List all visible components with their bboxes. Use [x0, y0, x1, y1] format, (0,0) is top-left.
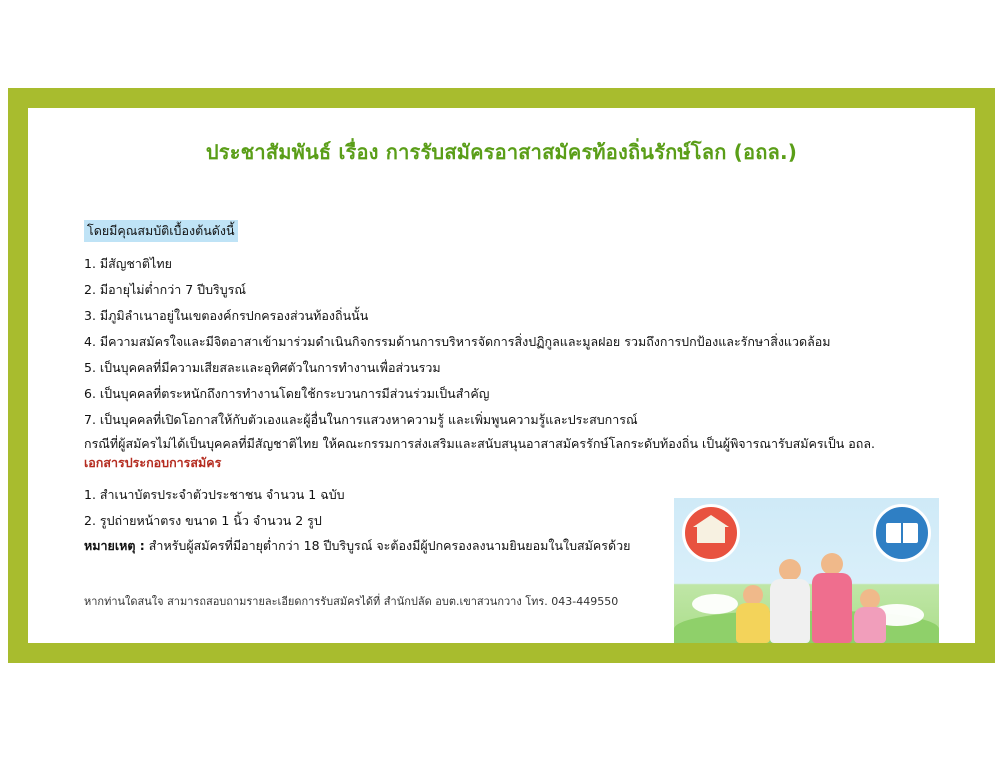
list-item: 2. มีอายุไม่ต่ำกว่า 7 ปีบริบูรณ์ — [84, 282, 246, 297]
book-icon — [873, 504, 931, 562]
list-item: 2. รูปถ่ายหน้าตรง ขนาด 1 นิ้ว จำนวน 2 รูป — [84, 513, 322, 528]
list-item: 6. เป็นบุคคลที่ตระหนักถึงการทำงานโดยใช้กระบวนการมีส่วนร่วมเป็นสำคัญ — [84, 386, 490, 401]
house-recycle-icon — [682, 504, 740, 562]
house-shape — [697, 525, 725, 543]
documents-heading: เอกสารประกอบการสมัคร — [84, 455, 222, 470]
poster-frame — [8, 88, 995, 663]
list-item: 1. สำเนาบัตรประจำตัวประชาชน จำนวน 1 ฉบับ — [84, 487, 345, 502]
poster-content — [28, 108, 975, 643]
contact-line: หากท่านใดสนใจ สามารถสอบถามรายละเอียดการรับสมัครได้ที่ สำนักปลัด อบต.เขาสวนกวาง โทร. 043-449550 — [84, 595, 619, 608]
person-boy — [736, 585, 770, 643]
remark-text: สำหรับผู้สมัครที่มีอายุต่ำกว่า 18 ปีบริบูรณ์ จะต้องมีผู้ปกครองลงนามยินยอมในใบสมัครด้วย — [148, 538, 631, 553]
list-item: 3. มีภูมิลำเนาอยู่ในเขตองค์กรปกครองส่วนท้องถิ่นนั้น — [84, 308, 369, 323]
cloud-shape — [692, 594, 738, 614]
person-father — [770, 559, 810, 643]
list-item: 7. เป็นบุคคลที่เปิดโอกาสให้กับตัวเองและผู้อื่นในการแสวงหาความรู้ และเพิ่มพูนความรู้และประสบการณ์ — [84, 412, 638, 427]
list-item: 5. เป็นบุคคลที่มีความเสียสละและอุทิศตัวในการทำงานเพื่อส่วนรวม — [84, 360, 441, 375]
qualification-note: กรณีที่ผู้สมัครไม่ได้เป็นบุคคลที่มีสัญชาติไทย ให้คณะกรรมการส่งเสริมและสนับสนุนอาสาสมัครรักษ์โลกระดับท้องถิ่น เป็นผู้พิจารณารับสมัครเป็น อถล. — [84, 436, 876, 451]
list-item: 1. มีสัญชาติไทย — [84, 256, 172, 271]
remark-line — [84, 536, 630, 556]
person-mother — [812, 553, 852, 643]
qualifications-heading: โดยมีคุณสมบัติเบื้องต้นดังนี้ — [84, 220, 238, 242]
family-illustration — [674, 498, 939, 643]
list-item: 4. มีความสมัครใจและมีจิตอาสาเข้ามาร่วมดำเนินกิจกรรมด้านการบริหารจัดการสิ่งปฏิกูลและมูลฝอย รวมถึงการปกป้องและรักษาสิ่งแวดล้อม — [84, 334, 831, 349]
page-title: ประชาสัมพันธ์ เรื่อง การรับสมัครอาสาสมัครท้องถิ่นรักษ์โลก (อถล.) — [205, 140, 798, 164]
remark-label: หมายเหตุ : — [84, 538, 145, 553]
person-girl — [854, 589, 886, 643]
book-spine-shape — [901, 523, 903, 543]
